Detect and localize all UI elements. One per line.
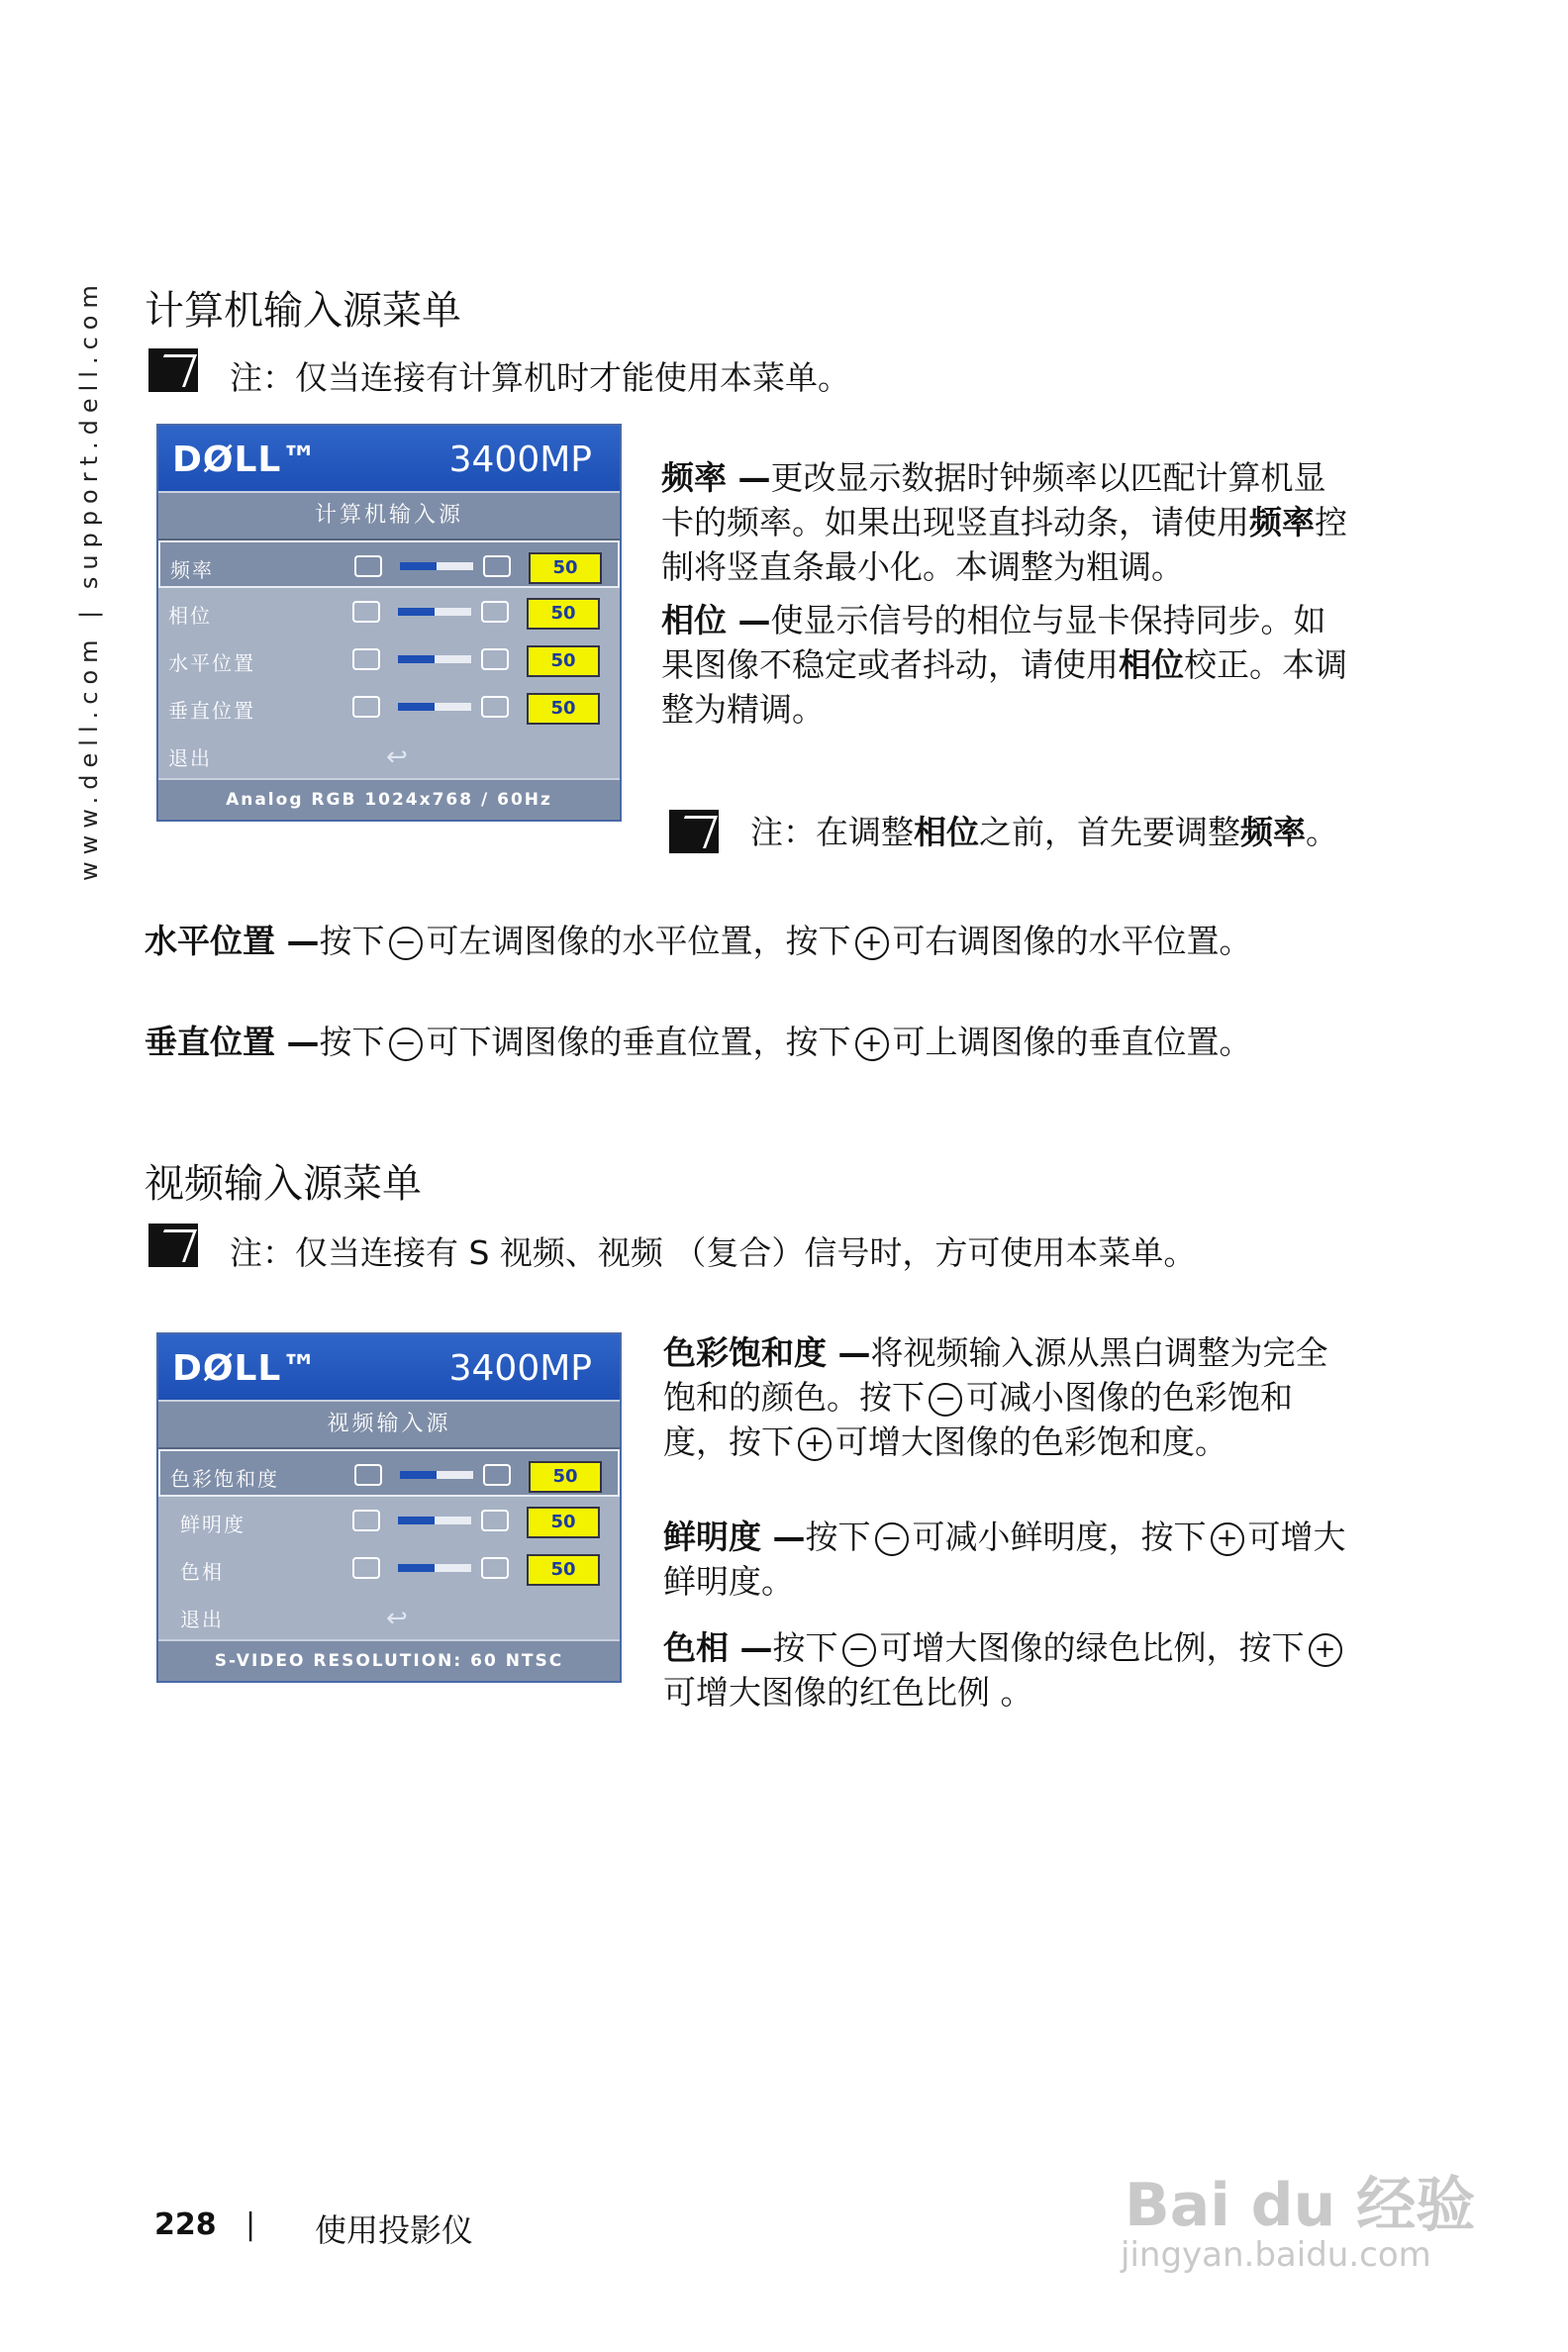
osd-row-label: 色相 <box>180 1560 224 1584</box>
h-position-value: 50 <box>527 645 600 677</box>
para-text: 按下 <box>805 1518 871 1556</box>
para-text: 按下 <box>319 922 385 960</box>
para-text: 可增大图像的红色比例 。 <box>663 1673 1033 1712</box>
osd-row-frequency[interactable] <box>158 540 620 588</box>
osd-header <box>158 1334 620 1400</box>
section-heading-video: 视频输入源菜单 <box>145 1161 422 1207</box>
para-sharpness <box>663 1515 1356 1604</box>
h-position-right-icon <box>481 648 509 670</box>
osd-row-exit[interactable] <box>158 731 620 778</box>
minus-button-icon: − <box>929 1383 962 1417</box>
para-saturation <box>663 1330 1356 1464</box>
para-text: 可右调图像的水平位置。 <box>892 922 1252 960</box>
term-frequency-inline: 频率 <box>1240 813 1306 851</box>
sharpness-minus-icon <box>352 1510 380 1531</box>
phase-plus-icon <box>481 601 509 623</box>
para-text: 校正。本调整为精调。 <box>661 645 1347 729</box>
footer-chapter: 使用投影仪 <box>315 2211 474 2249</box>
para-frequency <box>661 455 1354 589</box>
minus-button-icon: − <box>842 1633 876 1667</box>
plus-button-icon: + <box>1211 1522 1244 1556</box>
phase-slider[interactable] <box>398 608 471 616</box>
exit-arrow-icon: ↩ <box>386 1604 408 1633</box>
frequency-value: 50 <box>529 552 602 584</box>
v-position-down-icon <box>352 696 380 718</box>
tint-plus-icon <box>481 1557 509 1579</box>
term-phase: 相位 — <box>661 601 771 639</box>
v-position-up-icon <box>481 696 509 718</box>
para-text: 更改显示数据时钟频率以匹配计算机显卡的频率。如果出现竖直抖动条，请使用 <box>661 458 1326 541</box>
saturation-minus-icon <box>354 1464 382 1486</box>
footer-separator: | <box>245 2207 256 2242</box>
h-position-slider[interactable] <box>398 655 471 663</box>
minus-button-icon: − <box>389 1028 423 1061</box>
osd-video-menu <box>156 1332 622 1683</box>
osd-row-sharpness[interactable] <box>158 1497 620 1544</box>
osd-footer: S-VIDEO RESOLUTION: 60 NTSC <box>158 1639 620 1681</box>
minus-button-icon: − <box>389 927 423 960</box>
para-tint <box>663 1625 1356 1715</box>
frequency-plus-icon <box>483 555 511 577</box>
plus-button-icon: + <box>1309 1633 1342 1667</box>
side-url: www.dell.com | support.dell.com <box>75 278 103 881</box>
note-text: 之前，首先要调整 <box>979 813 1240 851</box>
para-text: 可增大图像的绿色比例，按下 <box>879 1628 1305 1667</box>
term-frequency: 频率 — <box>661 458 771 497</box>
v-position-slider[interactable] <box>398 703 471 711</box>
osd-row-label: 水平位置 <box>168 651 255 675</box>
term-v-position: 垂直位置 — <box>145 1023 320 1061</box>
osd-row-label: 色彩饱和度 <box>170 1467 279 1491</box>
baidu-watermark-url: jingyan.baidu.com <box>1121 2235 1431 2275</box>
dell-logo: DØLL™ <box>172 440 319 480</box>
sharpness-slider[interactable] <box>398 1517 471 1524</box>
osd-row-label: 垂直位置 <box>168 699 255 723</box>
para-text: 控制将竖直条最小化。本调整为粗调。 <box>661 503 1347 586</box>
para-phase <box>661 598 1354 732</box>
para-text: 可减小鲜明度，按下 <box>912 1518 1207 1556</box>
para-text: 可下调图像的垂直位置，按下 <box>426 1023 851 1061</box>
osd-row-v-position[interactable] <box>158 683 620 731</box>
note-icon <box>148 1224 198 1267</box>
v-position-value: 50 <box>527 693 600 725</box>
term-tint: 色相 — <box>663 1628 773 1667</box>
frequency-minus-icon <box>354 555 382 577</box>
page-number: 228 <box>154 2207 217 2242</box>
note-icon <box>148 348 198 392</box>
minus-button-icon: − <box>875 1522 909 1556</box>
dell-logo: DØLL™ <box>172 1348 319 1389</box>
tint-value: 50 <box>527 1554 600 1586</box>
osd-title: 计算机输入源 <box>158 491 620 540</box>
osd-row-label: 鲜明度 <box>180 1513 245 1536</box>
baidu-watermark: Bai du 经验 <box>1125 2171 1476 2240</box>
note-phase <box>661 810 1354 854</box>
sharpness-value: 50 <box>527 1507 600 1538</box>
term-h-position: 水平位置 — <box>145 922 320 960</box>
saturation-value: 50 <box>529 1461 602 1493</box>
para-text: 使显示信号的相位与显卡保持同步。如果图像不稳定或者抖动，请使用 <box>661 601 1326 684</box>
phase-value: 50 <box>527 598 600 630</box>
osd-model: 3400MP <box>448 1348 592 1389</box>
h-position-left-icon <box>352 648 380 670</box>
osd-row-h-position[interactable] <box>158 636 620 683</box>
osd-row-label: 退出 <box>168 746 212 770</box>
tint-minus-icon <box>352 1557 380 1579</box>
para-text: 可增大鲜明度。 <box>663 1518 1346 1601</box>
osd-row-saturation[interactable] <box>158 1449 620 1497</box>
osd-model: 3400MP <box>448 440 592 480</box>
osd-computer-menu <box>156 424 622 822</box>
term-saturation: 色彩饱和度 — <box>663 1333 871 1372</box>
note-text: 。 <box>1306 813 1338 851</box>
osd-footer: Analog RGB 1024x768 / 60Hz <box>158 778 620 820</box>
osd-row-label: 相位 <box>168 604 212 628</box>
note-text: 注：在调整 <box>750 813 914 851</box>
saturation-slider[interactable] <box>400 1471 473 1479</box>
osd-row-exit[interactable] <box>158 1592 620 1639</box>
para-h-position <box>145 919 1362 963</box>
sharpness-plus-icon <box>481 1510 509 1531</box>
note-computer: 注：仅当连接有计算机时才能使用本菜单。 <box>230 358 850 397</box>
plus-button-icon: + <box>798 1427 832 1461</box>
section-heading-computer: 计算机输入源菜单 <box>145 288 461 334</box>
term-sharpness: 鲜明度 — <box>663 1518 806 1556</box>
para-text: 将视频输入源从黑白调整为完全饱和的颜色。按下 <box>663 1333 1328 1417</box>
exit-arrow-icon: ↩ <box>386 742 408 772</box>
para-text: 可左调图像的水平位置，按下 <box>426 922 851 960</box>
plus-button-icon: + <box>855 927 889 960</box>
para-v-position <box>145 1020 1362 1064</box>
osd-row-label: 退出 <box>180 1608 224 1631</box>
osd-row-phase[interactable] <box>158 588 620 636</box>
plus-button-icon: + <box>855 1028 889 1061</box>
frequency-slider[interactable] <box>400 562 473 570</box>
phase-minus-icon <box>352 601 380 623</box>
osd-row-tint[interactable] <box>158 1544 620 1592</box>
osd-header <box>158 426 620 491</box>
para-text: 可上调图像的垂直位置。 <box>892 1023 1252 1061</box>
osd-row-label: 频率 <box>170 558 214 582</box>
osd-title: 视频输入源 <box>158 1400 620 1449</box>
para-text: 可增大图像的色彩饱和度。 <box>835 1422 1227 1461</box>
para-text: 按下 <box>772 1628 838 1667</box>
term-phase-inline: 相位 <box>914 813 979 851</box>
term-phase-inline: 相位 <box>1119 645 1184 684</box>
term-frequency-inline: 频率 <box>1249 503 1315 541</box>
note-video: 注：仅当连接有 S 视频、视频 （复合）信号时，方可使用本菜单。 <box>230 1233 1197 1272</box>
para-text: 可减小图像的色彩饱和度，按下 <box>663 1378 1293 1461</box>
para-text: 按下 <box>319 1023 385 1061</box>
tint-slider[interactable] <box>398 1564 471 1572</box>
saturation-plus-icon <box>483 1464 511 1486</box>
